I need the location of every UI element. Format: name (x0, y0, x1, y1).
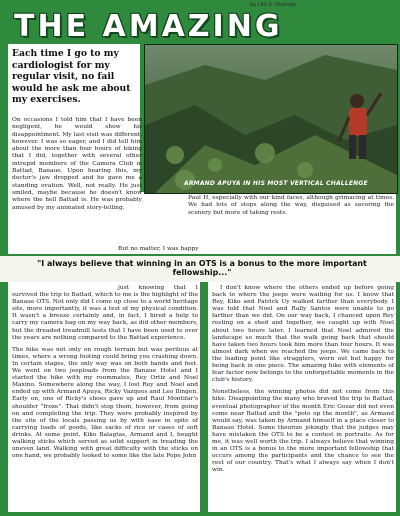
right-paragraph-2: Nonetheless, the winning photos did not come from this hike. Disappointing the many who braved the trip to Battad, eventual photographer of the month Eric Gozar did not even come near Battad and the "poto op the month", as Armand would say, was taken by Armand himself in a place closer to Banaue Hotel. Some theorize jokingly that the judges may have mistaken the OTS to be a contest in portraits. As for me, it was well worth the trip. I always believe that winning in an OTS is a bonus to the more important fellowship that occurs among the participants and the chance to see the rest of our country. That's what I always say when I don't win. (212, 389, 394, 474)
right-paragraph-1: I don't know where the others ended up before going back to where the jeeps were waiting for us. I know that Rey, Kiko and Patrick Uy walked farther than everybody. I was told that Noel and Rally Santos were unable to go farther than we did. On our way back, I chanced upon Rey resting on a shed and together, we caught up with Noel about two hours later. I learned that Noel admired the landscape so much that the walk going back that should have taken two hours took him more than four hours. It was almost dark when we reached the jeeps. We came back to the loading point like stragglers, worn out but happy for being back in one piece. The amazing hike with elements of fear factor now belongs to the unforgettable moments in the club's history. (212, 285, 394, 384)
right-column (212, 285, 394, 479)
title-main: THE AMAZING (14, 9, 283, 44)
left-column (12, 285, 198, 465)
lede-text: Each time I go to my cardiologist for my regular visit, no fail would he ask me about my exercises. (12, 48, 131, 106)
pull-quote: "I always believe that winning in an OTS is a bonus to the more important fellowship..." (37, 259, 367, 277)
intro-body-left: On occasions I told him that I have been negligent, he would show his disappointment. My last visit was different, however. I was so eager, and I did tell him about the more than four hours of hiking that I did, together with several other intrepid members of the Camera Club in Battad, Banaue. Upon hearing this, my doctor's jaw dropped and he gave me a standing ovation. Well, not really. He just smiled, maybe because he doesn't know where the hell Battad is. He was probably amused by my animated story-telling. (12, 117, 142, 211)
intro-body-right: Paul H, especially with our kind faces, although grimacing at times. We had lots of stops along the way, disguised as savoring the scenery but more of taking rests. (188, 195, 394, 216)
byline: by Lito S. Ocampo (250, 2, 296, 8)
hiker-photo (144, 44, 398, 194)
left-paragraph-2: The hike was not only on rough terrain but was perilous at times, where a wrong footing could bring you crashing down. In certain stages, the only way was on both hands and feet. We went on two jeeploads from the Banaue Hotel and I started the hike with my roommates, Rey Ortiz and Noel Maxino. Somewhere along the way, I lost Rey and Noel and ended up with Armand Apuya, Ricky Vazques and Leo Ilingen. Early on, one of Ricky's shoes gave up and Raul Montifar's shoulder "froze". That didn't stop them, however, from going on and completing the trip. They were probably inspired by the site of the locals passing us by with ease in spite of carrying loads of goods, like sacks of rice or cases of soft drinks. At some point, Kiko Balagtas, Armand and I, bought walking sticks which served as solid support in treading the uneven land. Walking with great difficulty with the sticks on one hand, we probably looked to some like the late Pope John (12, 346, 198, 460)
left-paragraph-1: just knowing that I survived the trip to Battad, which to me is the highlight of the Banaue OTS. Not only did I come up close to a world heritage site, more importantly, it was a test of my physical condition. It wasn't a breeze certainly and, in fact, I hired a help to carry my camera bag on my way back, as did other members, but the dreaded treadmill tests that I have been used to over the years are nothing compared to the Battad experience. (12, 285, 198, 341)
photo-caption: ARMAND APUYA IN HIS MOST VERTICAL CHALLENGE (184, 180, 368, 187)
intro-tail: But no matter, I was happy (118, 246, 199, 252)
mountain-hiker-image (145, 45, 397, 193)
